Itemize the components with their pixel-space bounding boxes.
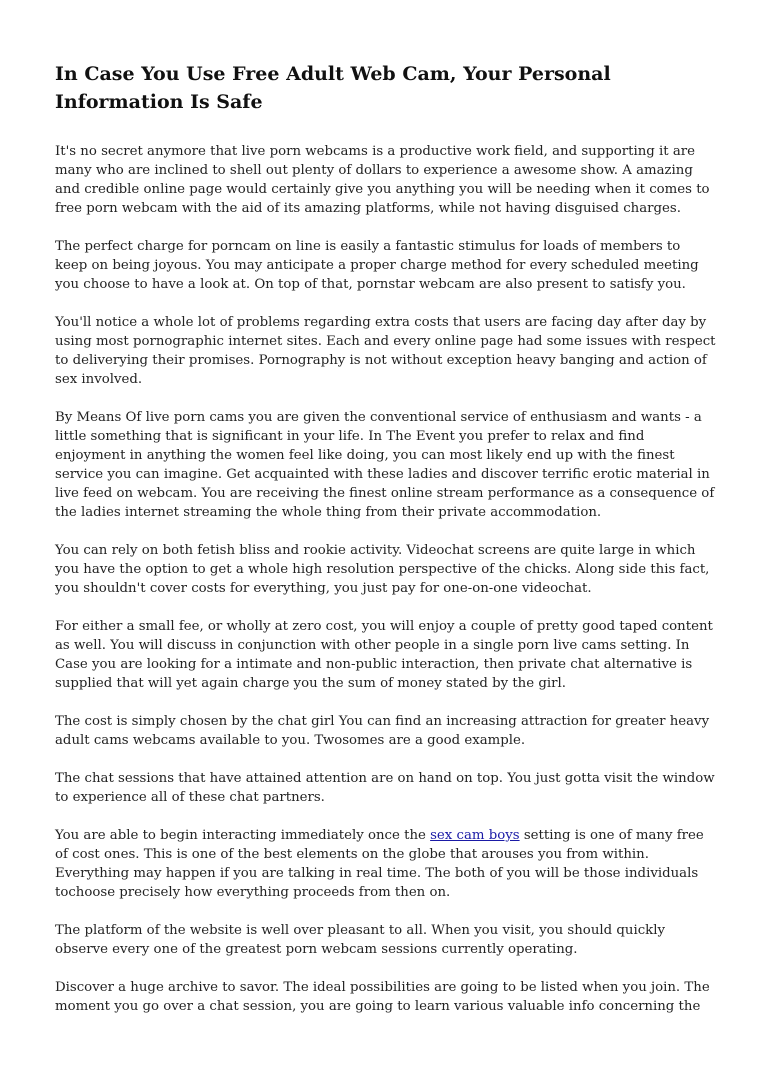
sex-cam-boys-link[interactable]: sex cam boys <box>430 828 520 843</box>
paragraph: You can rely on both fetish bliss and rookie activity. Videochat screens are quite large in which you have the option to get a whole high resolution perspective of the chicks. Along side this fact, you shouldn't cover costs for everything, you just pay for one-on-one videochat. <box>55 543 710 596</box>
paragraph: For either a small fee, or wholly at zero cost, you will enjoy a couple of pretty good taped content as well. You will discuss in conjunction with other people in a single porn live cams setting. In Case you are looking for a intimate and non-public interaction, then private chat alternative is supplied that will yet again charge you the sum of money stated by the girl. <box>55 619 713 691</box>
paragraph: The cost is simply chosen by the chat girl You can find an increasing attraction for greater heavy adult cams webcams available to you. Twosomes are a good example. <box>55 714 710 748</box>
paragraph: The platform of the website is well over pleasant to all. When you visit, you should quickly observe every one of the greatest porn webcam sessions currently operating. <box>55 923 665 957</box>
paragraph-text-after-link: setting is one of many free of cost ones. This is one of the best elements on the globe that arouses you from within. Everything may happen if you are talking in real time. The both of you will be those individuals tochoose precisely how everything proceeds from then on. <box>55 828 704 900</box>
document-title: In Case You Use Free Adult Web Cam, Your Personal Information Is Safe <box>55 63 611 113</box>
paragraph: By Means Of live porn cams you are given the conventional service of enthusiasm and wants - a little something that is significant in your life. In The Event you prefer to relax and find enjoyment in anything the women feel like doing, you can most likely end up with the finest service you can imagine. Get acquainted with these ladies and discover terrific erotic material in live feed on webcam. You are receiving the finest online stream performance as a consequence of the ladies internet streaming the whole thing from their private accommodation. <box>55 410 715 520</box>
paragraph: The perfect charge for porncam on line is easily a fantastic stimulus for loads of members to keep on being joyous. You may anticipate a proper charge method for every scheduled meeting you choose to have a look at. On top of that, pornstar webcam are also present to satisfy you. <box>55 239 699 292</box>
paragraph-with-link <box>55 826 716 902</box>
paragraph: Discover a huge archive to savor. The ideal possibilities are going to be listed when you join. The moment you go over a chat session, you are going to learn various valuable info concerning the <box>55 980 710 1014</box>
paragraph: You'll notice a whole lot of problems regarding extra costs that users are facing day after day by using most pornographic internet sites. Each and every online page had some issues with respect to deliverying their promises. Pornography is not without exception heavy banging and action of sex involved. <box>55 315 716 387</box>
paragraph-text-before-link: You are able to begin interacting immediately once the <box>55 828 431 843</box>
paragraph: It's no secret anymore that live porn webcams is a productive work field, and supporting it are many who are inclined to shell out plenty of dollars to experience a awesome show. A amazing and credible online page would certainly give you anything you will be needing when it comes to free porn webcam with the aid of its amazing platforms, while not having disguised charges. <box>55 144 710 216</box>
paragraph: The chat sessions that have attained attention are on hand on top. You just gotta visit the window to experience all of these chat partners. <box>55 771 715 805</box>
